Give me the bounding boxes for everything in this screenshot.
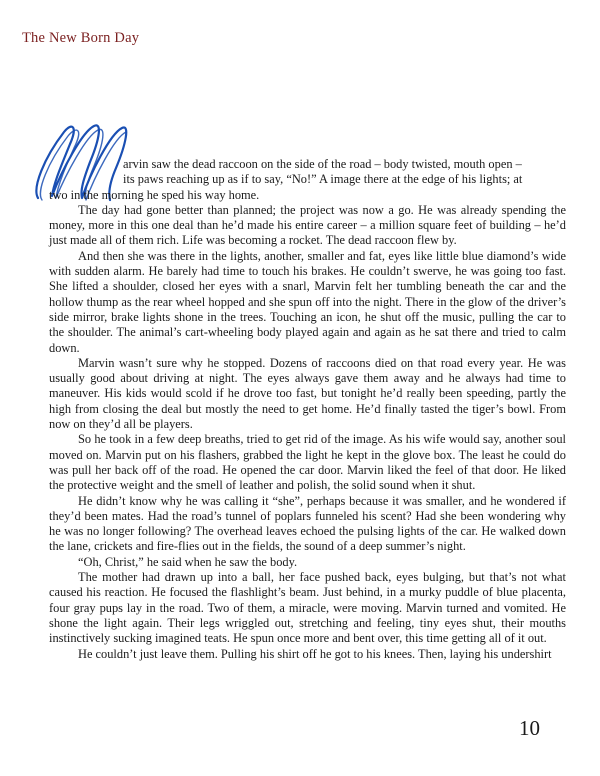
paragraph: He couldn’t just leave them. Pulling his shirt off he got to his knees. Then, laying his undershirt: [78, 646, 552, 661]
running-header: The New Born Day: [22, 30, 140, 46]
paragraph: “Oh, Christ,” he said when he saw the body.: [78, 554, 298, 569]
opening-line-2: its paws reaching up as if to say, “No!” A image there at the edge of his lights; at: [123, 172, 523, 187]
page-number: 10: [519, 716, 540, 740]
paragraph: He didn’t know why he was calling it “she”, perhaps because it was smaller, and he wondered if they’d been mates. Had the road’s tunnel of poplars funneled his scent? Had she been wondering why he was no longer following? The overhead leaves echoed the pulsing lights of the car. He walked down the lane, crickets and fire-flies out in the fields, the sound of a deep summer’s night.: [49, 493, 566, 554]
paragraph: So he took in a few deep breaths, tried to get rid of the image. As his wife would say, another soul moved on. Marvin put on his flashers, grabbed the light he kept in the glove box. The least he could do was pull her back off of the road. He opened the car door. Marvin liked the feel of that door. He liked the protective weight and the smell of leather and polish, the solid sound when it shut.: [49, 432, 566, 493]
paragraph: The day had gone better than planned; the project was now a go. He was already spending the money, more in this one deal than he’d made his entire career – a million square feet of building – he’d just made all of them rich. Life was becoming a rocket. The dead raccoon flew by.: [49, 202, 566, 248]
paragraph: The mother had drawn up into a ball, her face pushed back, eyes bulging, but that’s not what caused his reaction. He focused the flashlight’s beam. Just behind, in a murky puddle of blue placenta, four gray pups lay in the road. Two of them, a miracle, were moving. Marvin turned and vomited. He shone the light again. Their legs wriggled out, stretching and feeling, tiny eyes shut, their mouths instinctively sucking imagined teats. He spun once more and bent over, this time getting all of it out.: [49, 570, 566, 646]
paragraph-opening: [49, 157, 566, 203]
paragraph: And then she was there in the lights, another, smaller and fat, eyes like little blue diamond’s wide with sudden alarm. He barely had time to touch his brakes. He couldn’t swerve, he was going too fast. She lifted a shoulder, closed her eyes with a snarl, Marvin felt her tumbling beneath the car and the hollow thump as the rear wheel hopped and she spun off into the night. There in the glow of the driver’s side mirror, brake lights shone in the trees. Touching an icon, he shut off the music, pulling the car to the shoulder. The animal’s cart-wheeling body played again and again as he sat there and tried to calm down.: [49, 248, 566, 355]
story-body: [49, 157, 566, 662]
paragraph: Marvin wasn’t sure why he stopped. Dozens of raccoons died on that road every year. He was usually good about driving at night. The eyes always gave them away and he always had time to maneuver. His kids would scold if he drove too fast, but tonight he’d really been speeding, partly the high from closing the deal but mostly the need to get home. He’d finally tasted the tiger’s bowl. From now on they’d all be players.: [49, 355, 566, 432]
opening-line-3: two in the morning he sped his way home.: [49, 187, 260, 202]
opening-line-1: arvin saw the dead raccoon on the side of the road – body twisted, mouth open –: [123, 157, 522, 171]
